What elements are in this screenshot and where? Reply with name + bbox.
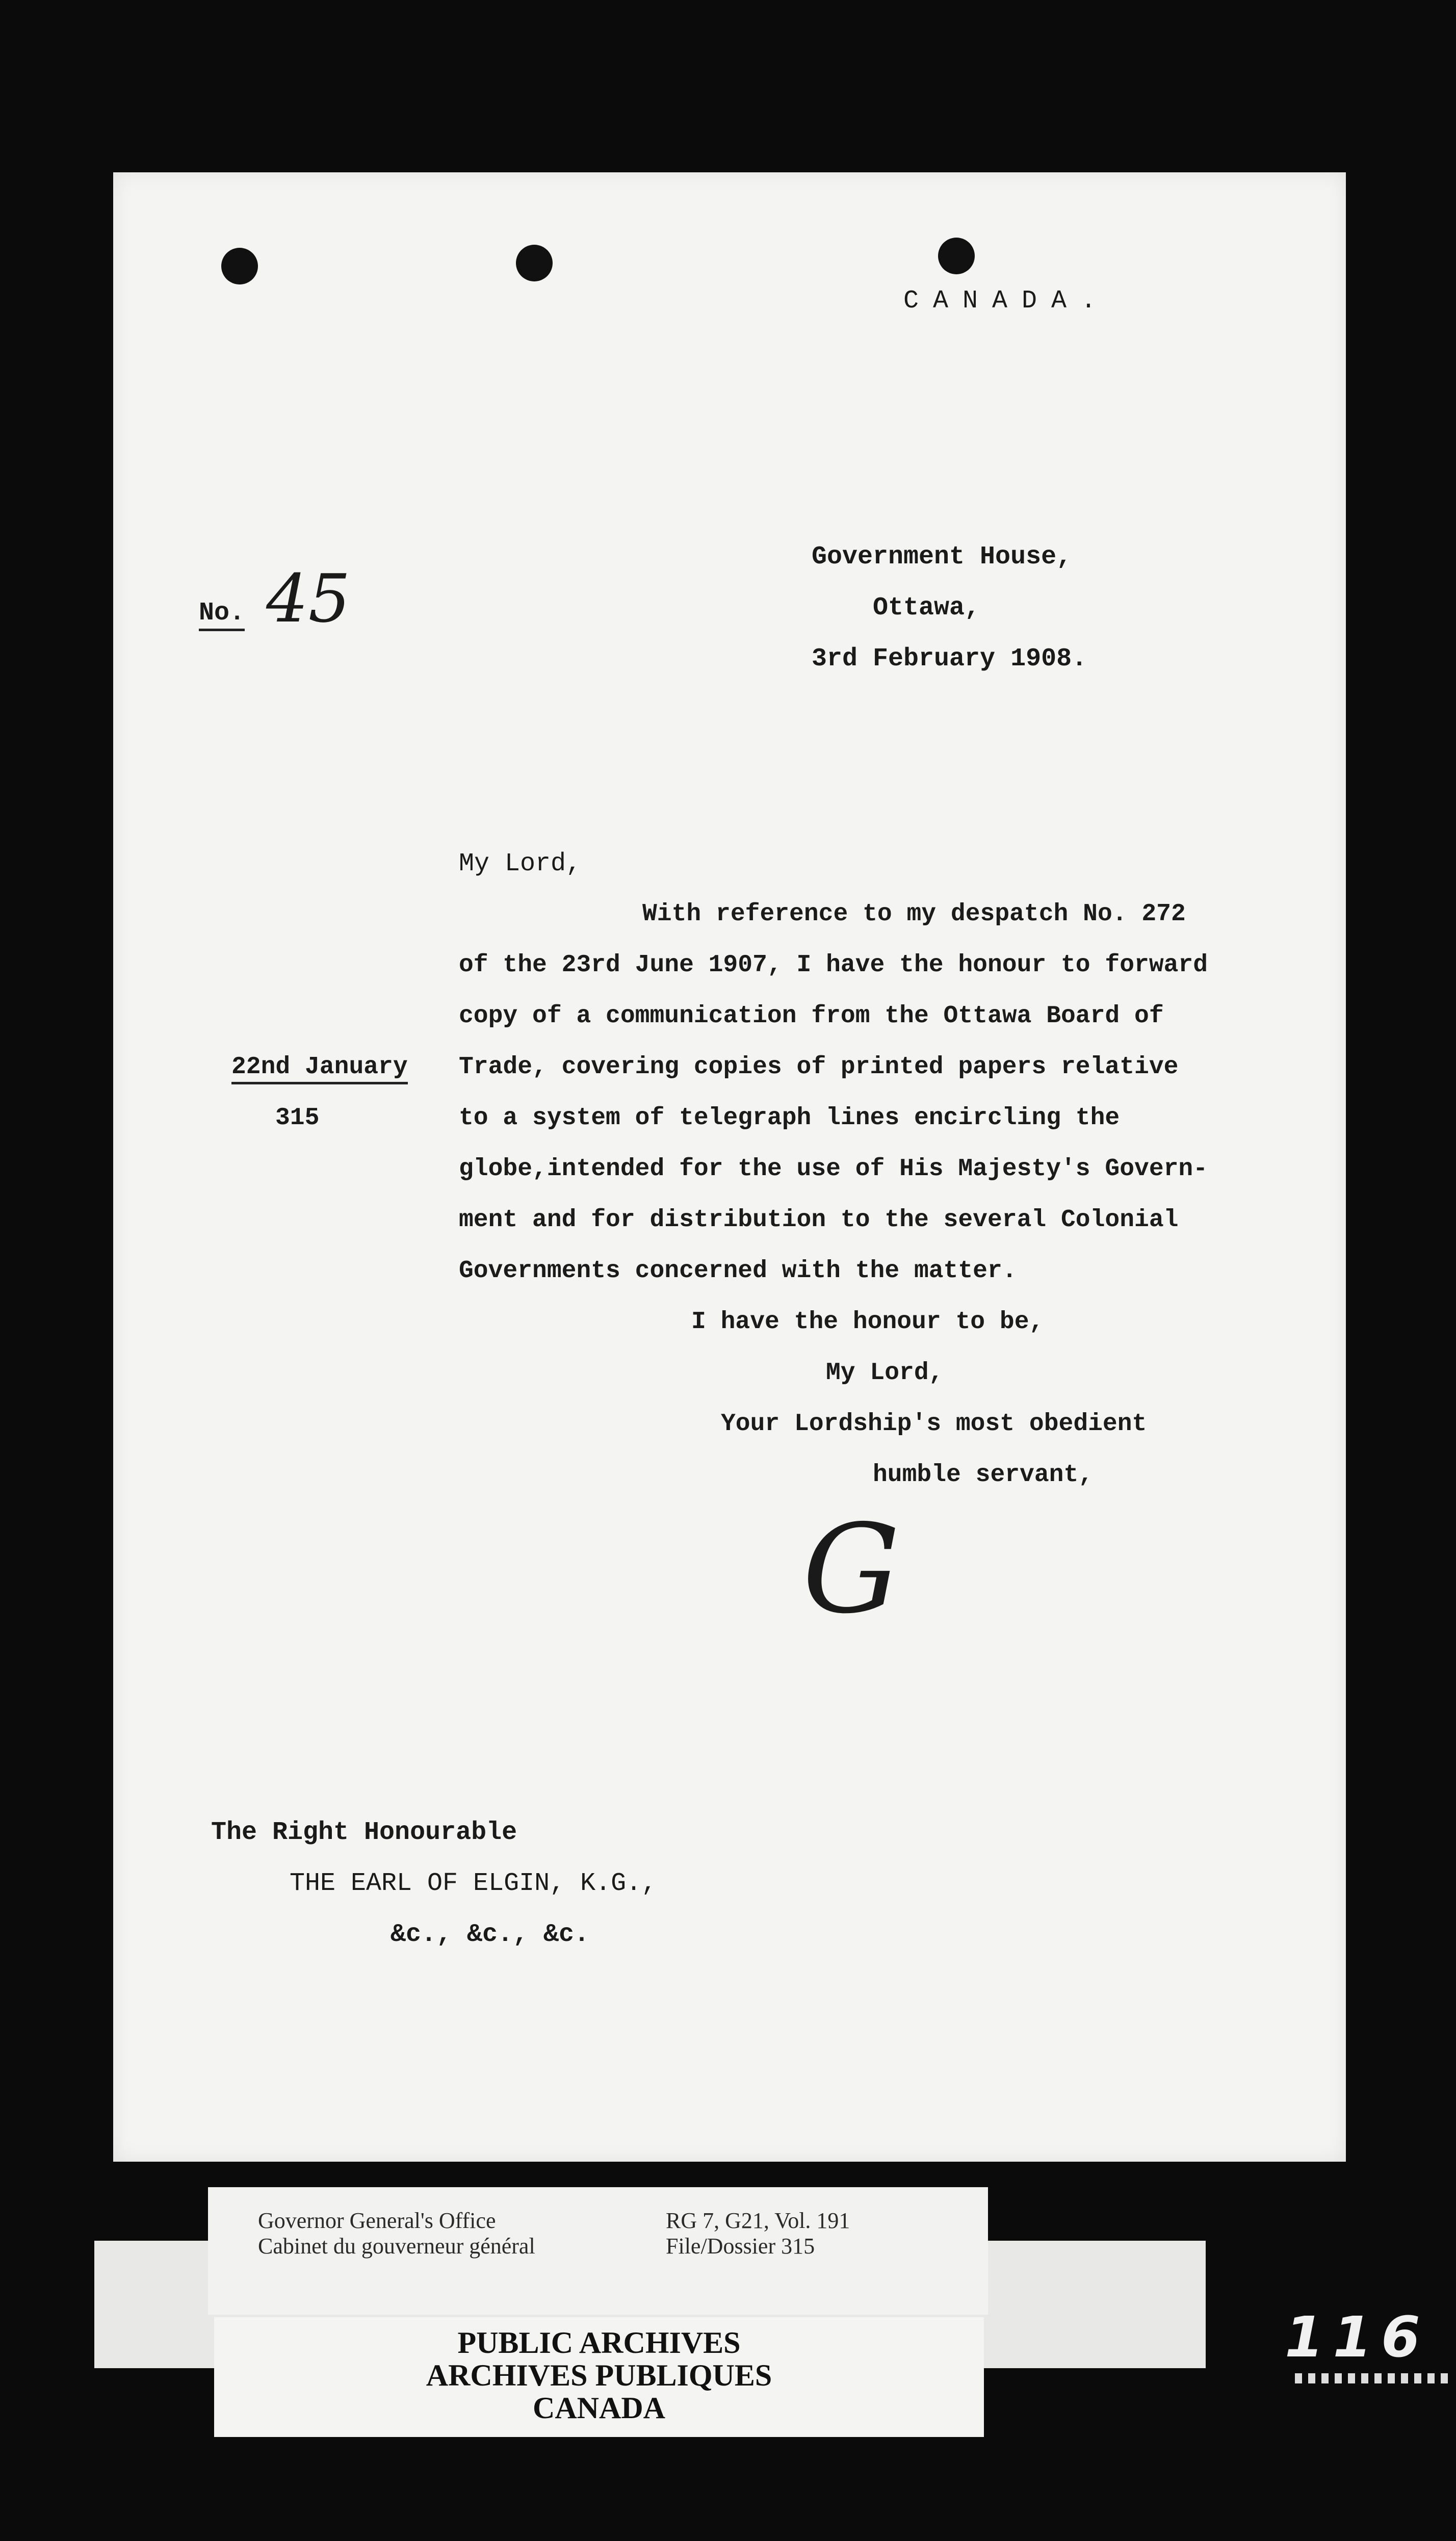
- body-line: copy of a communication from the Ottawa Board of: [459, 1002, 1164, 1030]
- stamp-line: ARCHIVES PUBLIQUES: [426, 2358, 772, 2392]
- punch-hole-right: [938, 238, 975, 274]
- reference: RG 7, G21, Vol. 191: [666, 2208, 850, 2233]
- stamp-line: PUBLIC ARCHIVES: [457, 2326, 741, 2360]
- punch-hole-left: [221, 248, 258, 284]
- closing-line: humble servant,: [873, 1461, 1094, 1489]
- body-line: to a system of telegraph lines encircling the: [459, 1104, 1120, 1132]
- despatch-number-label: No.: [199, 599, 245, 631]
- body-line: globe,intended for the use of His Majesty's Govern-: [459, 1155, 1208, 1183]
- closing-line: Your Lordship's most obedient: [721, 1410, 1147, 1438]
- frame-ticks: [1295, 2373, 1448, 2383]
- archive-stamp: [214, 2317, 984, 2437]
- office-fr: Cabinet du gouverneur général: [258, 2234, 535, 2259]
- address-line-1: Government House,: [812, 542, 1072, 572]
- stamp-line: CANADA: [533, 2391, 665, 2425]
- closing-line: My Lord,: [826, 1359, 944, 1387]
- letter-header: CANADA.: [903, 287, 1111, 316]
- body-line: Trade, covering copies of printed papers relative: [459, 1053, 1179, 1081]
- body-line: ment and for distribution to the several Colonial: [459, 1206, 1179, 1234]
- recipient-line: The Right Honourable: [211, 1818, 517, 1847]
- body-line: Governments concerned with the matter.: [459, 1257, 1017, 1285]
- address-line-2: Ottawa,: [873, 593, 980, 623]
- body-line: of the 23rd June 1907, I have the honour to forward: [459, 951, 1208, 979]
- address-date: 3rd February 1908.: [812, 644, 1087, 673]
- recipient-line: &c., &c., &c.: [391, 1920, 590, 1949]
- margin-note-date: 22nd January: [231, 1053, 408, 1084]
- margin-note-number: 315: [275, 1104, 320, 1132]
- closing-line: I have the honour to be,: [691, 1308, 1044, 1336]
- file-number: File/Dossier 315: [666, 2234, 815, 2259]
- recipient-line: THE EARL OF ELGIN, K.G.,: [290, 1869, 657, 1898]
- letter-sheet: [113, 172, 1346, 2162]
- body-line: With reference to my despatch No. 272: [642, 900, 1186, 928]
- signature: G: [802, 1498, 900, 1641]
- punch-hole-middle: [516, 245, 553, 281]
- archive-label: [208, 2187, 988, 2315]
- office-en: Governor General's Office: [258, 2208, 496, 2233]
- frame-number: 116: [1285, 2304, 1429, 2370]
- despatch-number-handwritten: 45: [266, 560, 351, 637]
- salutation: My Lord,: [459, 849, 582, 878]
